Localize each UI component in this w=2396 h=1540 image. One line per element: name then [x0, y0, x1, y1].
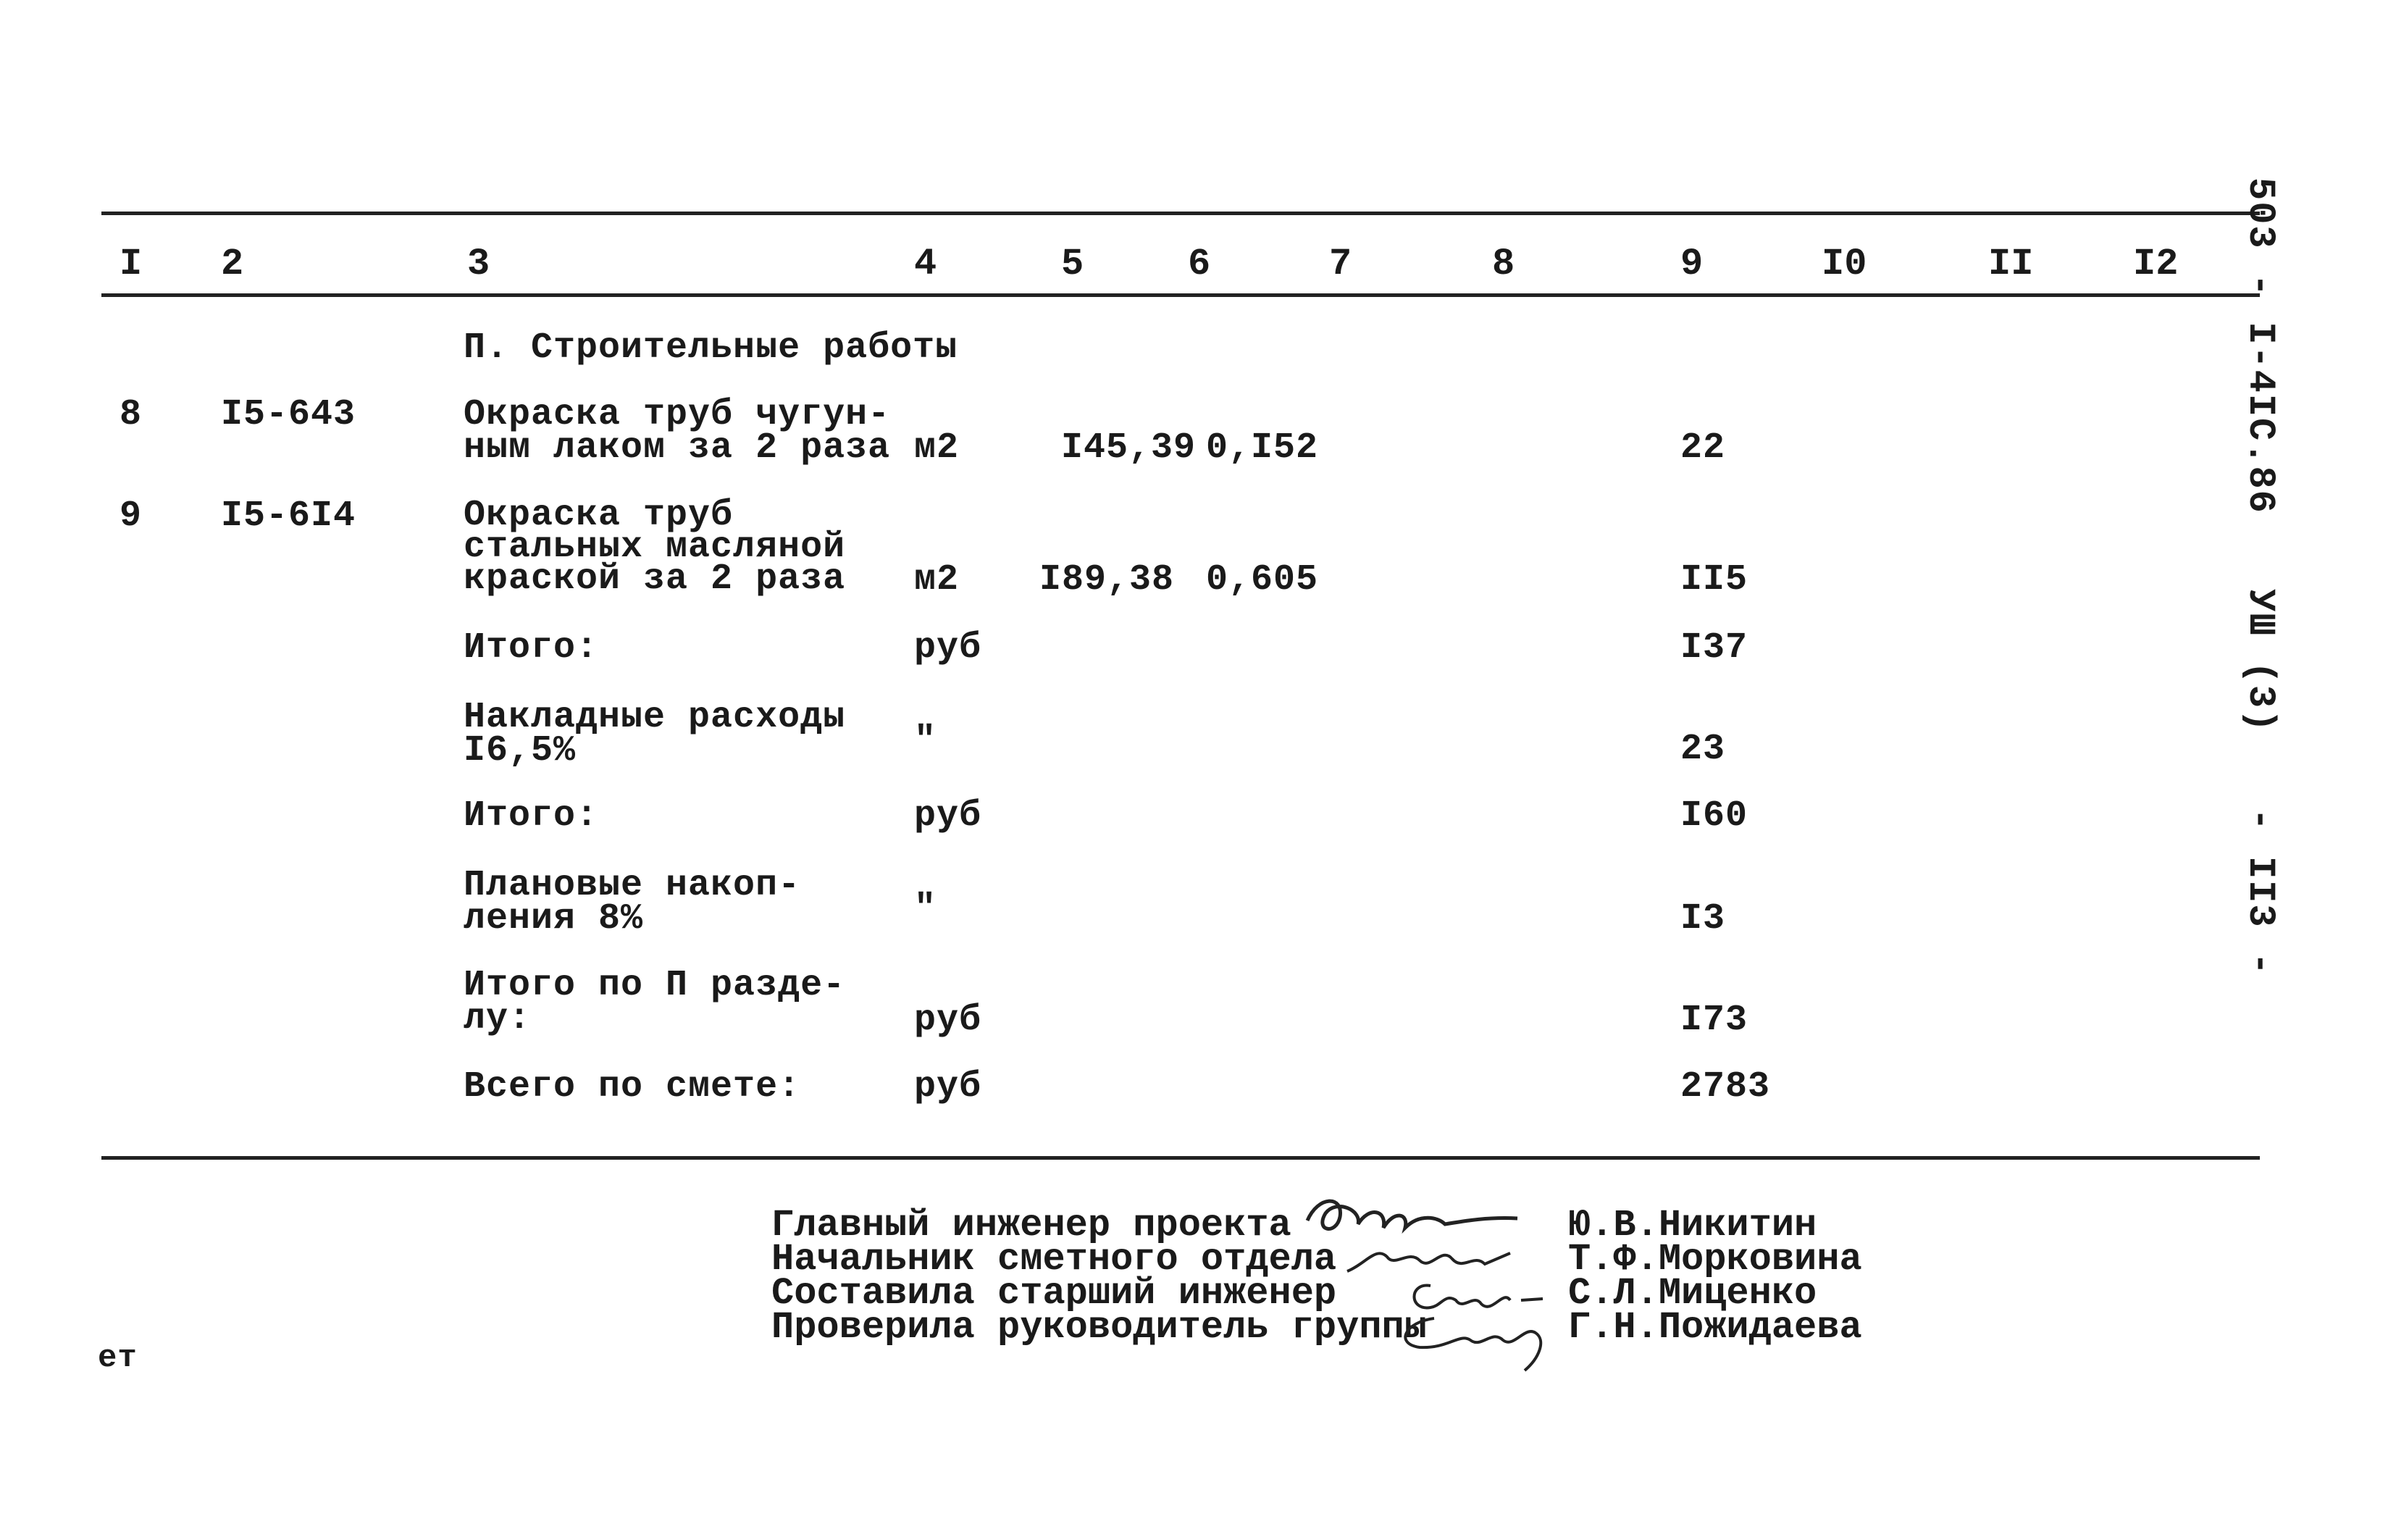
- row-quantity: I45,39: [1061, 427, 1197, 469]
- total-label: [464, 697, 846, 771]
- signature-name: Г.Н.Пожидаева: [1568, 1306, 1862, 1349]
- col-header-4: 4: [914, 243, 937, 285]
- side-document-code: [2239, 177, 2282, 1027]
- row-quantity: I89,38: [1039, 559, 1175, 600]
- signature-row: [771, 1238, 1862, 1281]
- row-rate: 0,605: [1206, 559, 1319, 600]
- table-top-rule: [101, 212, 2260, 215]
- col-header-3: 3: [467, 243, 490, 285]
- row-name: [464, 495, 846, 600]
- signature-role: Проверила руководитель группы: [771, 1306, 1427, 1349]
- signature-name: С.Л.Миценко: [1568, 1272, 1817, 1315]
- row-total: II5: [1680, 559, 1748, 600]
- total-label: Итого:: [464, 627, 599, 669]
- table-bottom-rule: [101, 1156, 2260, 1160]
- total-value: 23: [1680, 729, 1726, 770]
- total-value: I37: [1680, 627, 1748, 669]
- signature-row: [771, 1306, 1862, 1349]
- total-label-line: ления 8%: [464, 898, 644, 940]
- side-doc-code: 503 - I-4IC.86: [2239, 177, 2282, 514]
- total-unit: ": [914, 888, 937, 929]
- signature-row: [771, 1272, 1862, 1315]
- total-value: 2783: [1680, 1066, 1771, 1108]
- side-part-code: УШ (3): [2239, 589, 2282, 734]
- col-header-10: I0: [1822, 243, 1867, 285]
- row-name-line: стальных масляной: [464, 527, 846, 568]
- side-page-number: - II3 -: [2239, 808, 2282, 976]
- signature-role: Составила старший инженер: [771, 1272, 1337, 1315]
- footer-mark: ет: [98, 1340, 138, 1376]
- col-header-8: 8: [1492, 243, 1515, 285]
- row-name-line: Окраска труб чугун-: [464, 394, 891, 435]
- row-rate: 0,I52: [1206, 427, 1319, 469]
- row-unit: м2: [914, 559, 960, 600]
- col-header-9: 9: [1680, 243, 1704, 285]
- total-unit: руб: [914, 795, 982, 837]
- total-value: I73: [1680, 1000, 1748, 1041]
- col-header-12: I2: [2133, 243, 2179, 285]
- total-value: I60: [1680, 795, 1748, 837]
- row-unit: м2: [914, 427, 960, 469]
- row-code: I5-643: [221, 394, 356, 435]
- section-title: П. Строительные работы: [464, 327, 958, 369]
- total-label: [464, 965, 846, 1039]
- col-header-7: 7: [1329, 243, 1352, 285]
- signature-name: Т.Ф.Морковина: [1568, 1238, 1862, 1281]
- total-label-line: I6,5%: [464, 730, 577, 771]
- total-label: Всего по смете:: [464, 1066, 801, 1108]
- total-unit: руб: [914, 627, 982, 669]
- total-value: I3: [1680, 898, 1726, 940]
- total-label: Итого:: [464, 795, 599, 837]
- row-name: [464, 394, 891, 469]
- row-number: 8: [120, 394, 143, 435]
- total-unit: руб: [914, 1066, 982, 1108]
- col-header-2: 2: [221, 243, 244, 285]
- row-code: I5-6I4: [221, 495, 356, 537]
- signature-role: Начальник сметного отдела: [771, 1238, 1337, 1281]
- col-header-1: I: [120, 243, 143, 285]
- total-label-line: Итого по П разде-: [464, 965, 846, 1006]
- table-header-rule: [101, 293, 2260, 297]
- col-header-11: II: [1988, 243, 2034, 285]
- signature-name: Ю.В.Никитин: [1568, 1204, 1817, 1247]
- row-total: 22: [1680, 427, 1726, 469]
- handwritten-signature-4: [1391, 1304, 1564, 1373]
- col-header-5: 5: [1061, 243, 1084, 285]
- total-label-line: Накладные расходы: [464, 697, 846, 738]
- total-unit: руб: [914, 1000, 982, 1041]
- total-label-line: лу:: [464, 998, 532, 1039]
- total-label: [464, 865, 801, 940]
- row-name-line: краской за 2 раза: [464, 558, 846, 600]
- signature-role: Главный инженер проекта: [771, 1204, 1291, 1247]
- total-unit: ": [914, 720, 937, 761]
- row-name-line: Окраска труб: [464, 495, 734, 536]
- total-label-line: Плановые накоп-: [464, 865, 801, 906]
- row-number: 9: [120, 495, 143, 537]
- col-header-6: 6: [1188, 243, 1211, 285]
- row-name-line: ным лаком за 2 раза: [464, 427, 891, 469]
